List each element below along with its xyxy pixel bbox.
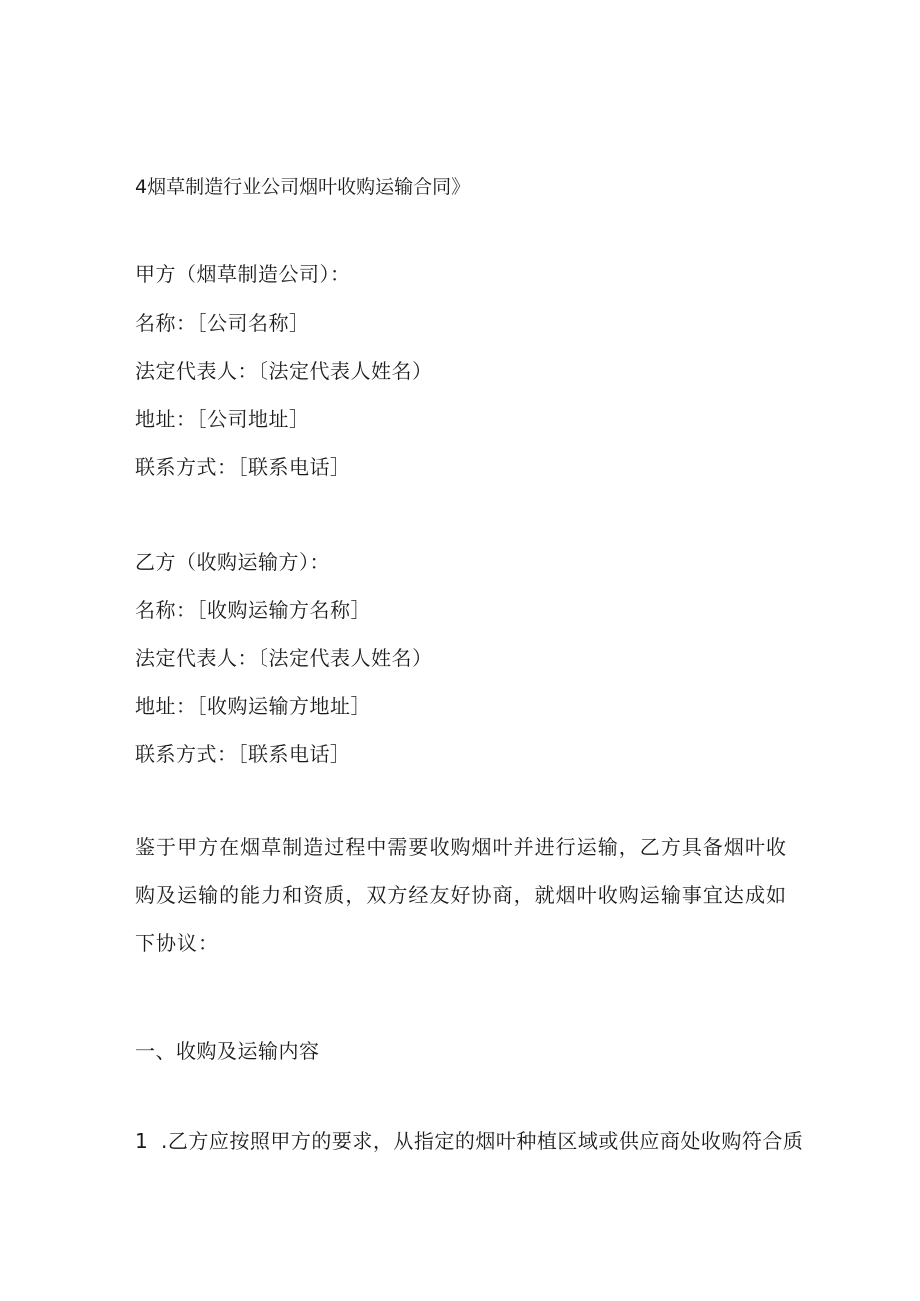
party-b-representative: 法定代表人：〔法定代表人姓名） [135,646,433,670]
item-text: .乙方应按照甲方的要求，从指定的烟叶种植区域或供应商处收购符合质 [161,1129,804,1153]
party-b-heading: 乙方（收购运输方）： [135,550,330,574]
party-a-heading: 甲方（烟草制造公司）： [135,262,351,286]
party-a-representative: 法定代表人：〔法定代表人姓名） [135,359,433,383]
item-number: 1 [135,1129,149,1153]
party-b-address: 地址：［收购运输方地址］ [135,694,371,718]
document-title: 4烟草制造行业公司烟叶收购运输合同》 [135,176,471,198]
section-1-item-1 [135,1127,803,1155]
section-1-heading: 一、收购及运输内容 [135,1039,320,1063]
preamble-paragraph: 鉴于甲方在烟草制造过程中需要收购烟叶并进行运输，乙方具备烟叶收购及运输的能力和资质，双方经友好协商，就烟叶收购运输事宜达成如下协议： [135,835,787,955]
party-a-name: 名称：［公司名称］ [135,311,310,335]
party-a-address: 地址：［公司地址］ [135,407,310,431]
party-b-contact: 联系方式：［联系电话］ [135,742,351,766]
party-b-name: 名称：［收购运输方名称］ [135,598,371,622]
party-a-contact: 联系方式：［联系电话］ [135,455,351,479]
